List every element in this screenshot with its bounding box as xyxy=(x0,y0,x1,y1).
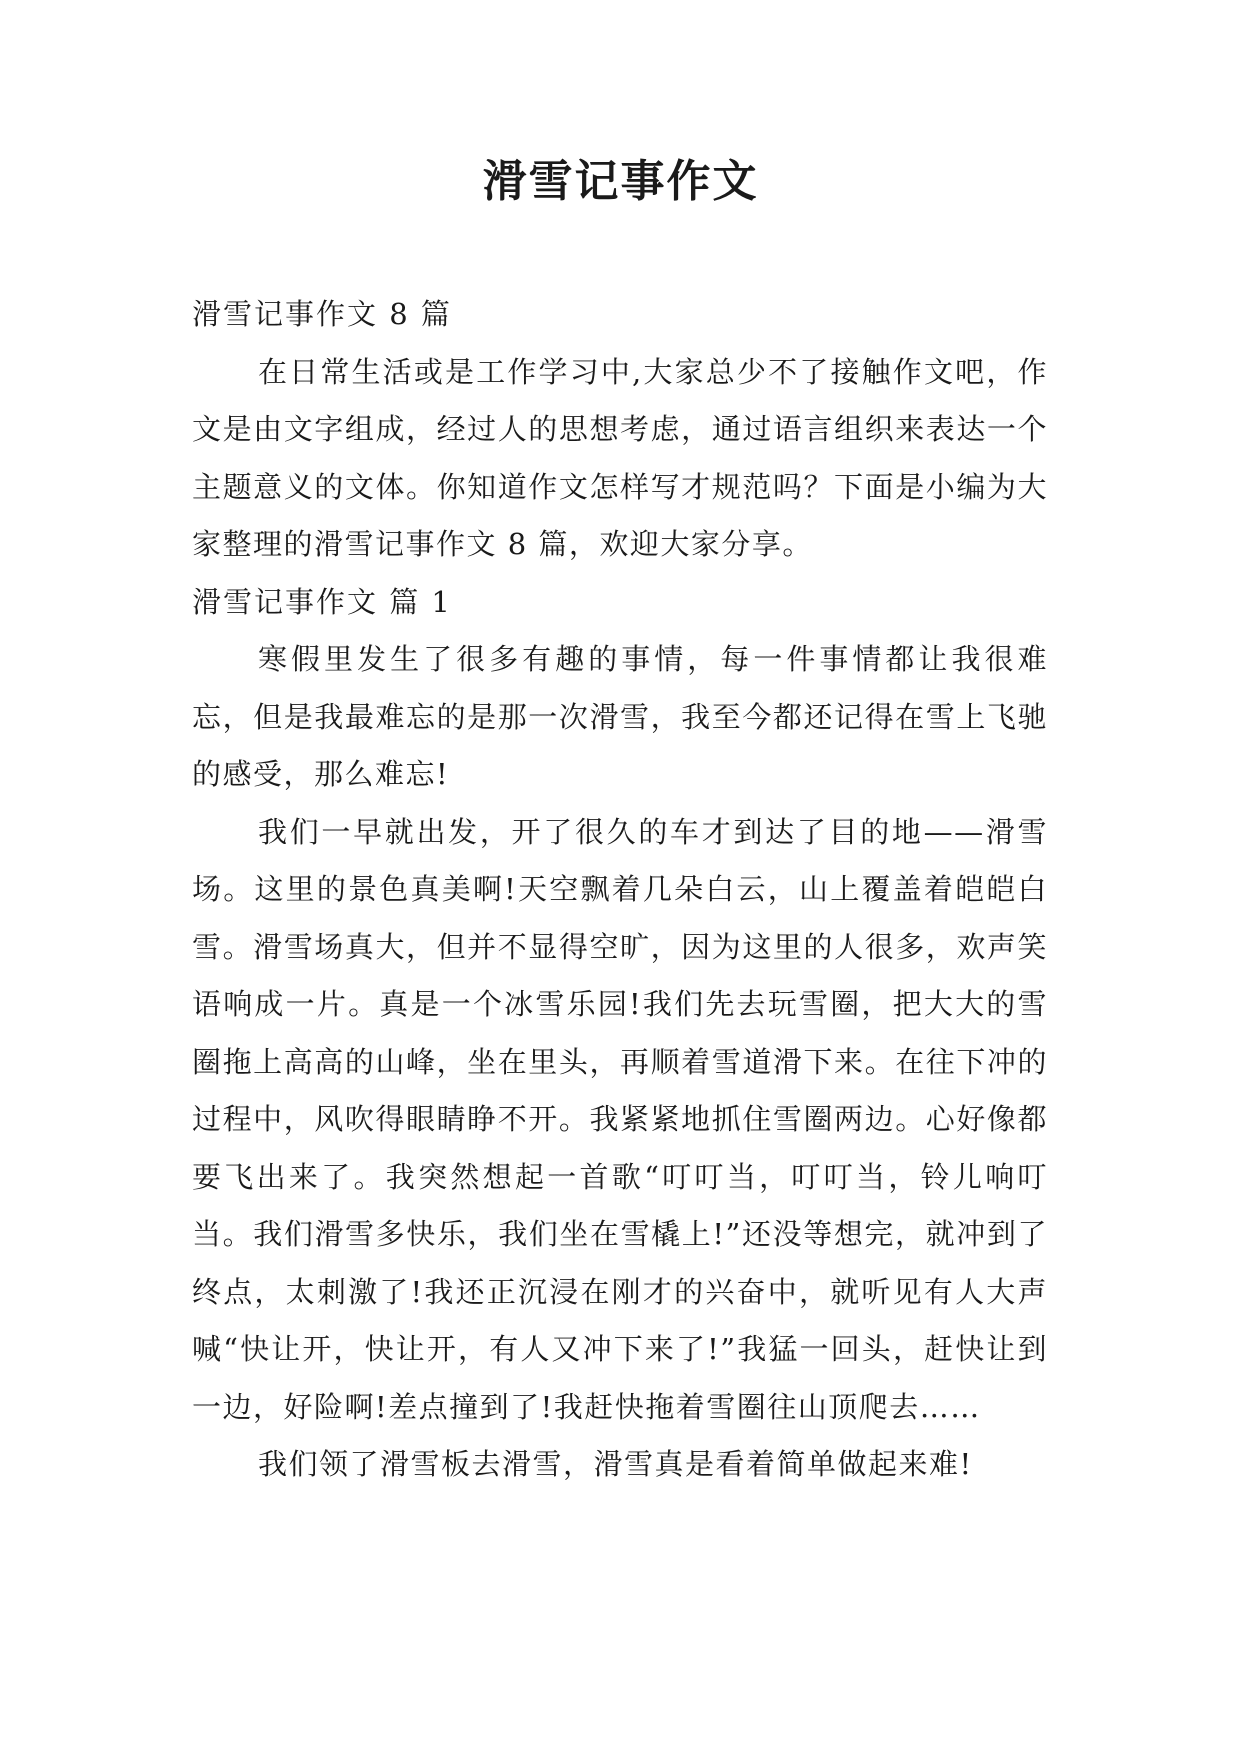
body-paragraph: 寒假里发生了很多有趣的事情，每一件事情都让我很难忘，但是我最难忘的是那一次滑雪，我至今都还记得在雪上飞驰的感受，那么难忘! xyxy=(192,642,1048,791)
intro-paragraph: 在日常生活或是工作学习中,大家总少不了接触作文吧，作文是由文字组成，经过人的思想考虑，通过语言组织来表达一个主题意义的文体。你知道作文怎样写才规范吗？下面是小编为大家整理的滑雪记事作文 8 篇，欢迎大家分享。 xyxy=(192,354,1048,561)
document-subtitle: 滑雪记事作文 8 篇 xyxy=(192,297,452,331)
body-paragraph: 我们领了滑雪板去滑雪，滑雪真是看着简单做起来难! xyxy=(258,1447,973,1481)
section-heading: 滑雪记事作文 篇 1 xyxy=(192,584,452,619)
document-body xyxy=(192,286,1048,1494)
body-paragraph: 我们一早就出发，开了很久的车才到达了目的地——滑雪场。这里的景色真美啊!天空飘着几朵白云，山上覆盖着皑皑白雪。滑雪场真大，但并不显得空旷，因为这里的人很多，欢声笑语响成一片。真是一个冰雪乐园!我们先去玩雪圈，把大大的雪圈拖上高高的山峰，坐在里头，再顺着雪道滑下来。在往下冲的过程中，风吹得眼睛睁不开。我紧紧地抓住雪圈两边。心好像都要飞出来了。我突然想起一首歌“叮叮当，叮叮当，铃儿响叮当。我们滑雪多快乐，我们坐在雪橇上!”还没等想完，就冲到了终点，太刺激了!我还正沉浸在刚才的兴奋中，就听见有人大声喊“快让开，快让开，有人又冲下来了!”我猛一回头，赶快让到一边，好险啊!差点撞到了!我赶快拖着雪圈往山顶爬去…… xyxy=(192,814,1048,1424)
document-title: 滑雪记事作文 xyxy=(482,156,759,207)
